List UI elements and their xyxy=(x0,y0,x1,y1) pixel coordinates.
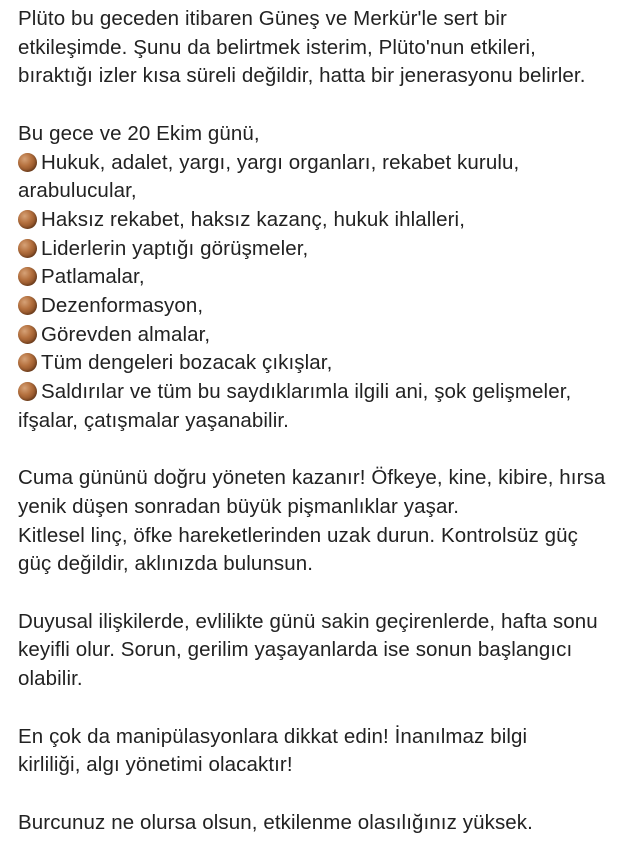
text-line: Duyusal ilişkilerde, evlilikte günü sakin geçirenlerde, hafta sonu xyxy=(18,609,598,633)
text-line: yenik düşen sonradan büyük pişmanlıklar yaşar. xyxy=(18,494,460,518)
list-item xyxy=(18,235,618,264)
list-item xyxy=(18,349,618,378)
text-line: olabilir. xyxy=(18,667,83,691)
text-line: güç değildir, aklınızda bulunsun. xyxy=(18,552,314,576)
list-item-text: Tüm dengeleri bozacak çıkışlar, xyxy=(41,351,333,375)
list-item-text: Dezenformasyon, xyxy=(41,294,204,318)
brown-circle-icon xyxy=(18,382,37,401)
list-item-text: Hukuk, adalet, yargı, yargı organları, rekabet kurulu, xyxy=(41,150,520,174)
friday-paragraph xyxy=(18,464,618,579)
text-line: Cuma gününü doğru yöneten kazanır! Öfkeye, kine, kibire, hırsa xyxy=(18,466,606,490)
list-item xyxy=(18,378,618,435)
text-line: Kitlesel linç, öfke hareketlerinden uzak durun. Kontrolsüz güç xyxy=(18,523,579,547)
list-item-text: Patlamalar, xyxy=(41,265,145,289)
text-line: keyifli olur. Sorun, gerilim yaşayanlarda ise sonun başlangıcı xyxy=(18,638,573,662)
list-item xyxy=(18,149,618,206)
list-item-text: Haksız rekabet, haksız kazanç, hukuk ihlalleri, xyxy=(41,207,465,231)
brown-circle-icon xyxy=(18,153,37,172)
brown-circle-icon xyxy=(18,210,37,229)
list-item xyxy=(18,206,618,235)
brown-circle-icon xyxy=(18,353,37,372)
text-line: Burcunuz ne olursa olsun, etkilenme olasılığınız yüksek. xyxy=(18,810,533,834)
event-list-section xyxy=(18,120,618,436)
closing-paragraph xyxy=(18,809,618,838)
brown-circle-icon xyxy=(18,325,37,344)
text-line: kirliliği, algı yönetimi olacaktır! xyxy=(18,753,293,777)
brown-circle-icon xyxy=(18,296,37,315)
list-item-text: ifşalar, çatışmalar yaşanabilir. xyxy=(18,408,289,432)
text-line: En çok da manipülasyonlara dikkat edin! İnanılmaz bilgi xyxy=(18,724,528,748)
list-heading: Bu gece ve 20 Ekim günü, xyxy=(18,121,260,145)
manipulation-paragraph xyxy=(18,723,618,780)
article-body xyxy=(18,5,618,866)
text-line: Plüto bu geceden itibaren Güneş ve Merkür'le sert bir xyxy=(18,7,507,30)
list-item xyxy=(18,263,618,292)
text-line: etkileşimde. Şunu da belirtmek isterim, Plüto'nun etkileri, xyxy=(18,35,536,59)
list-item xyxy=(18,321,618,350)
brown-circle-icon xyxy=(18,267,37,286)
relationships-paragraph xyxy=(18,608,618,694)
brown-circle-icon xyxy=(18,239,37,258)
list-item-text: Saldırılar ve tüm bu saydıklarımla ilgili ani, şok gelişmeler, xyxy=(41,380,572,404)
list-item-text: arabulucular, xyxy=(18,179,137,203)
intro-paragraph xyxy=(18,5,618,91)
text-line: bıraktığı izler kısa süreli değildir, hatta bir jenerasyonu belirler. xyxy=(18,64,586,88)
list-item-text: Liderlerin yaptığı görüşmeler, xyxy=(41,236,309,260)
list-item xyxy=(18,292,618,321)
list-item-text: Görevden almalar, xyxy=(41,322,211,346)
